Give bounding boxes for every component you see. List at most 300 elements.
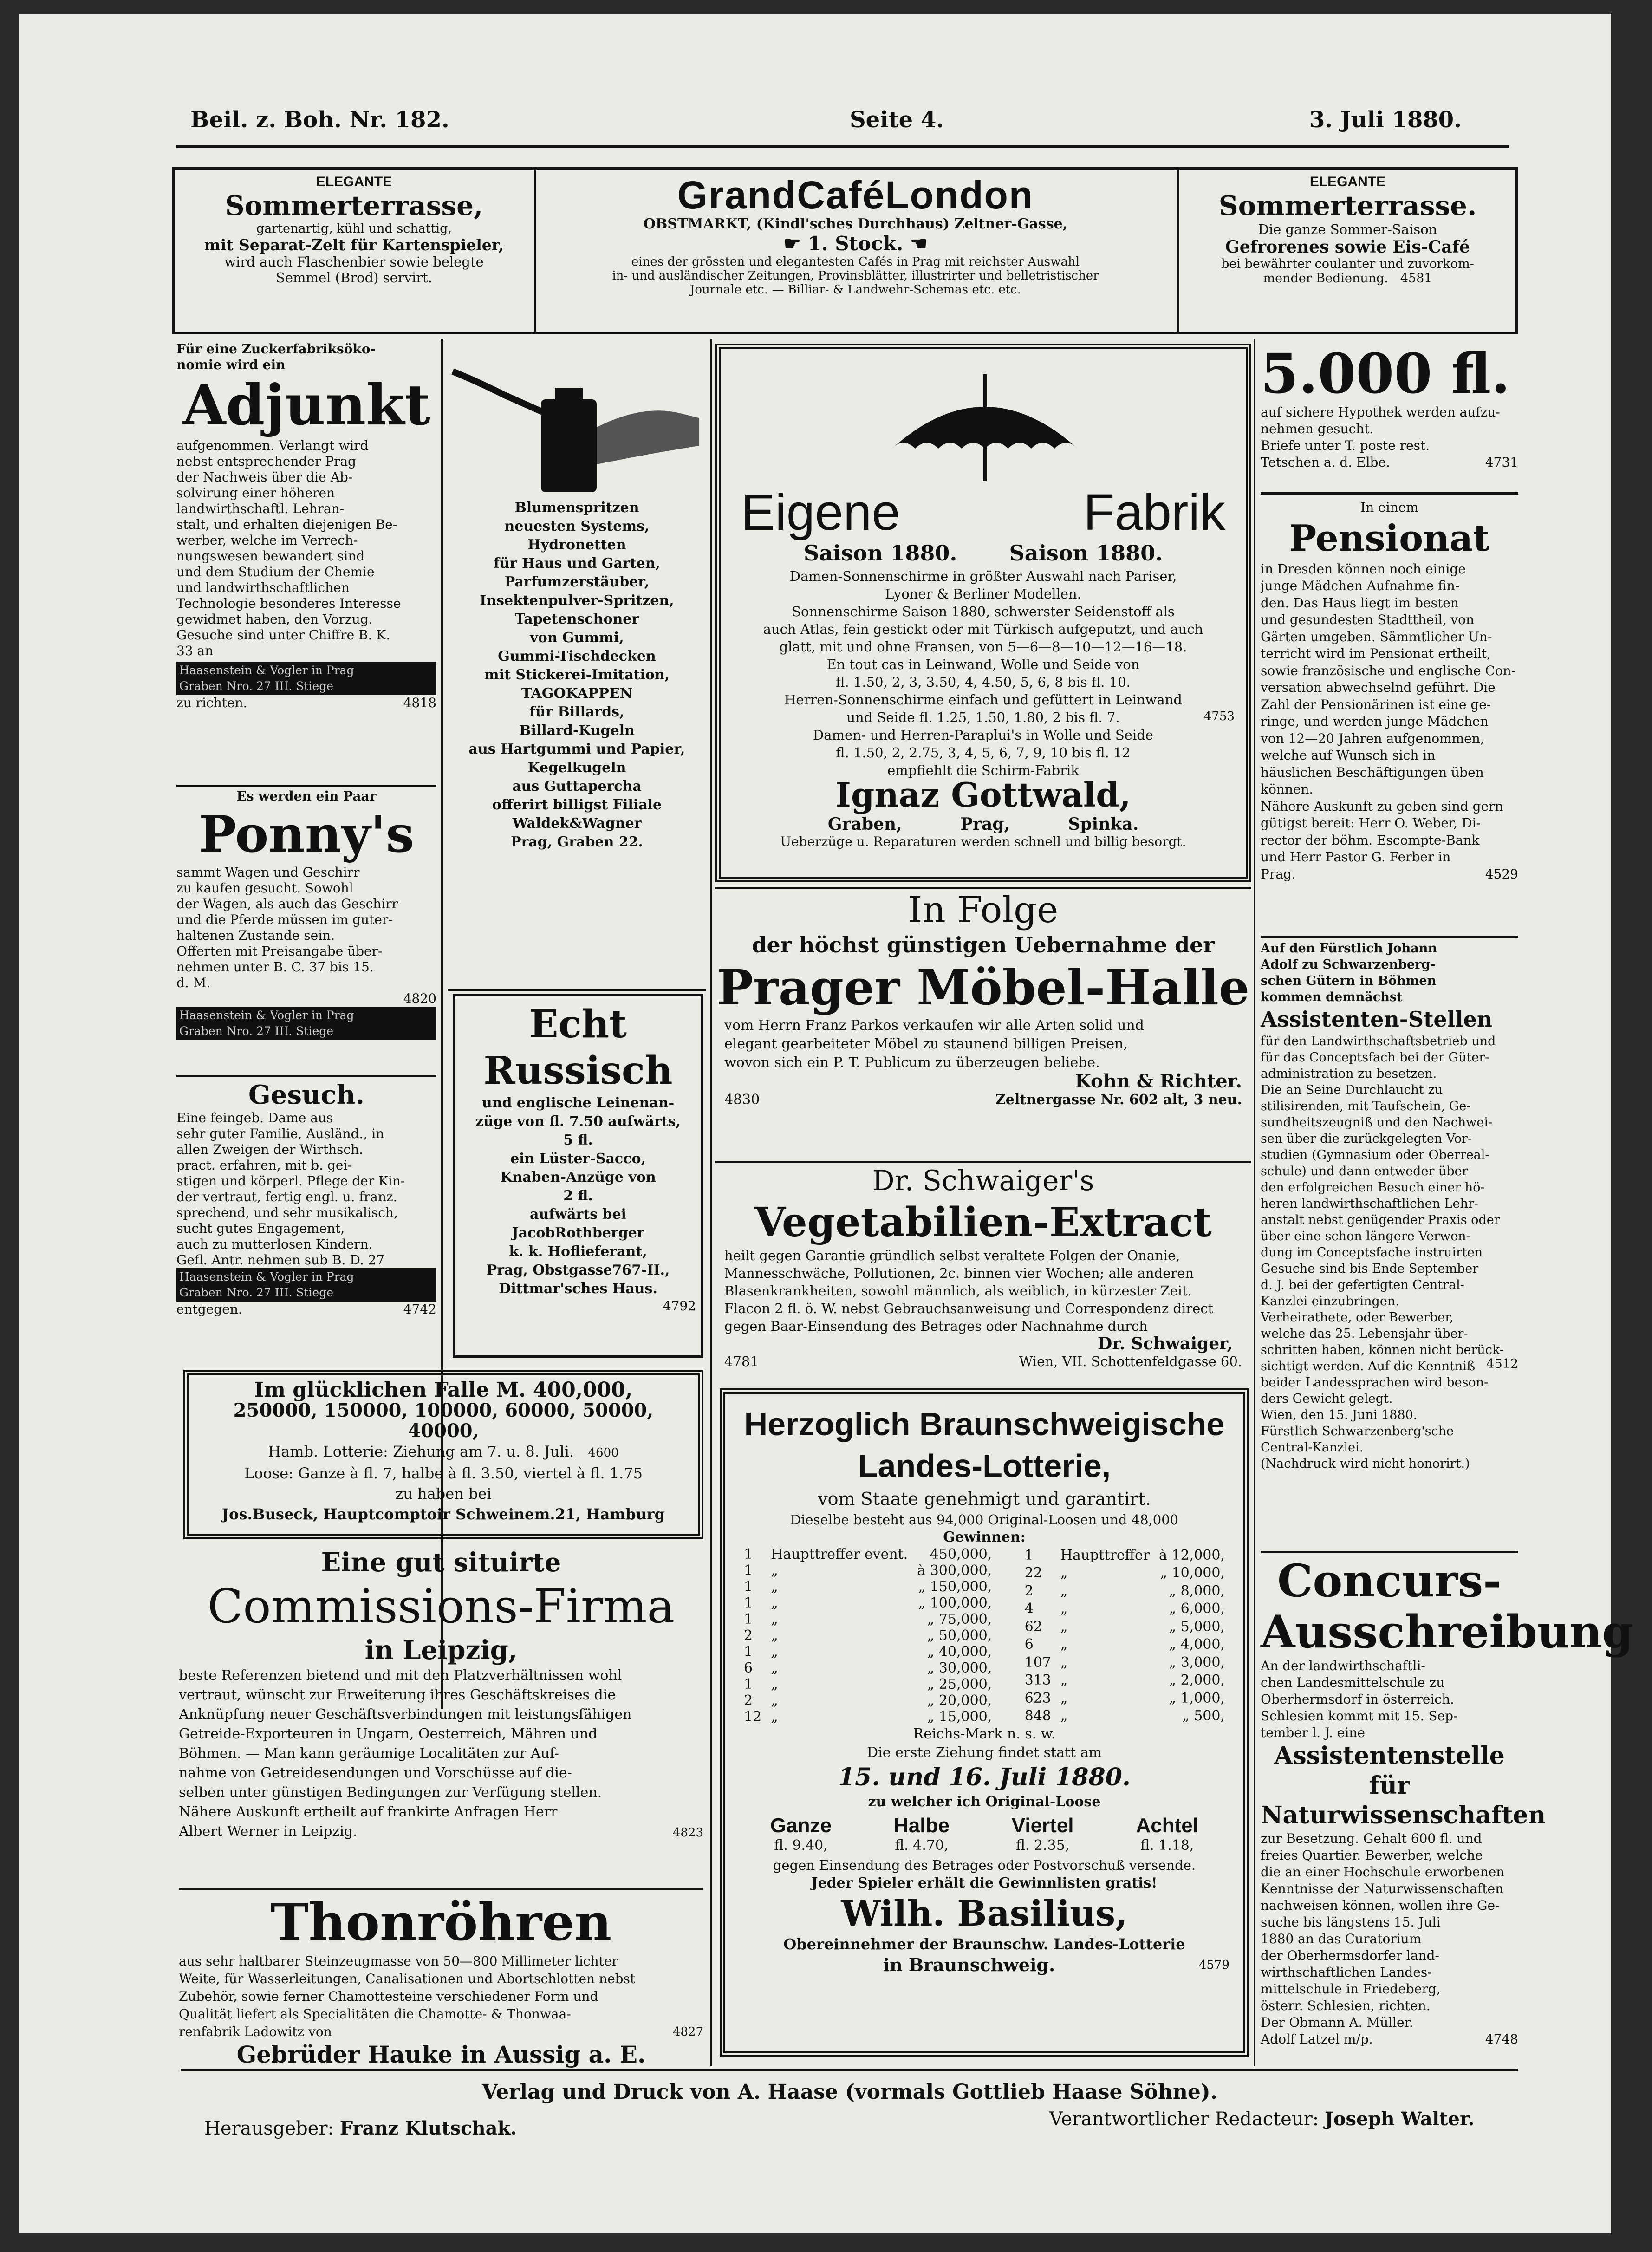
ad-title: Herzoglich Braunschweigische (744, 1406, 1225, 1442)
ad-title: GrandCaféLondon (677, 173, 1034, 217)
ad-adjunkt (176, 341, 436, 711)
text-line: Technologie besonderes Interesse (176, 596, 401, 611)
price-item (1012, 1814, 1074, 1854)
text-line: sprechend, und sehr musikalisch, (176, 1205, 398, 1220)
text-line: studien (Gymnasium oder Oberreal- (1261, 1148, 1489, 1162)
ad-text: zu welcher ich Original-Loose (868, 1794, 1101, 1810)
text-line: TAGOKAPPEN (521, 685, 633, 702)
text-line: für das Conceptsfach bei der Güter- (1261, 1050, 1489, 1065)
text-line: schen Gütern in Böhmen (1261, 974, 1437, 988)
footer-label: Herausgeber: (204, 2118, 334, 2139)
ad-hamburg-lotterie (183, 1370, 703, 1539)
text-line: Gefl. Antr. nehmen sub B. D. 27 (176, 1252, 385, 1268)
ad-vegetabilien-extract (715, 1163, 1251, 1381)
ad-text: der höchst günstigen Uebernahme der (752, 932, 1215, 957)
prize-cell: à 12,000, (1159, 1547, 1225, 1563)
text-line: über eine schon längere Verwen- (1261, 1229, 1470, 1243)
text-line: Schlesien kommt mit 15. Sep- (1261, 1708, 1458, 1724)
text-line: versation abwechselnd geführt. Die (1261, 680, 1496, 695)
ad-firm: Wilh. Basilius, (841, 1893, 1128, 1934)
text-line: wovon sich ein P. T. Publicum zu überzeugen beliebe. (724, 1054, 1100, 1071)
prize-cell: 22 (1024, 1565, 1042, 1582)
ad-assistenten-stellen (1261, 940, 1518, 1471)
prize-row (739, 1546, 996, 1562)
text-line: Dittmar'sches Haus. (499, 1281, 657, 1297)
ad-title: Ponny's (198, 805, 414, 864)
text-line: und landwirthschaftlichen (176, 580, 350, 595)
text-line: und Herr Pastor G. Ferber in (1261, 849, 1451, 865)
text-line: beider Landessprachen wird beson- (1261, 1375, 1489, 1390)
stamp-text: Haasenstein & Vogler in Prag (179, 1009, 354, 1022)
prize-cell: „ 75,000, (927, 1611, 992, 1627)
ad-number: 4600 (588, 1446, 619, 1460)
text-line: Damen- und Herren-Paraplui's in Wolle und Seide (813, 727, 1153, 743)
text-line: suche bis längstens 15. Juli (1261, 1914, 1441, 1930)
prize-cell: „ (771, 1676, 778, 1692)
prize-cell: 1 (1024, 1547, 1034, 1563)
text-line: auch Atlas, fein gestickt oder mit Türkisch aufgeputzt, und auch (763, 621, 1203, 637)
text-line: und gesundesten Stadttheil, von (1261, 612, 1475, 627)
rule (448, 989, 706, 991)
text-line: d. J. bei der gefertigten Central- (1261, 1278, 1464, 1292)
prize-row (739, 1709, 996, 1725)
text-line: sowie französische und englische Con- (1261, 663, 1516, 678)
ad-ponnys (176, 788, 436, 1040)
text-line: k. k. Hoflieferant, (509, 1243, 647, 1260)
ad-text: mit Separat-Zelt für Kartenspieler, (204, 236, 504, 254)
text-line: An der landwirthschaftli- (1261, 1658, 1425, 1673)
price-label: Ganze (770, 1814, 832, 1837)
text-line: den. Das Haus liegt im besten (1261, 595, 1459, 611)
stamp (176, 1268, 436, 1302)
text-line: Fürstlich Schwarzenberg'sche (1261, 1424, 1454, 1438)
stamp (176, 662, 436, 695)
prize-table-left (739, 1546, 996, 1725)
text-line: Weite, für Wasserleitungen, Canalisationen und Abortschlotten nebst (179, 1971, 636, 1986)
text-line: administration zu besetzen. (1261, 1067, 1437, 1081)
text-line: fl. 1.50, 2, 2.75, 3, 4, 5, 6, 7, 9, 10 bis fl. 12 (836, 745, 1131, 761)
text-line: Eine feingeb. Dame aus (176, 1110, 333, 1126)
prize-cell: 623 (1024, 1690, 1051, 1706)
prize-row (739, 1676, 996, 1692)
text-line: Verheirathete, oder Bewerber, (1261, 1310, 1454, 1325)
text-line: Gummi-Tischdecken (498, 648, 656, 664)
prize-cell: 848 (1024, 1708, 1051, 1725)
prize-row (1020, 1672, 1229, 1690)
ad-title: Commissions-Firma (207, 1579, 675, 1634)
text-line: zu kaufen gesucht. Sowohl (176, 880, 353, 896)
ad-title: Vegetabilien-Extract (754, 1199, 1212, 1246)
text-line: der Nachweis über die Ab- (176, 469, 353, 485)
price-item (894, 1814, 950, 1854)
ad-text: nomie wird ein (176, 357, 286, 372)
text-line: die an einer Hochschule erworbenen (1261, 1864, 1505, 1880)
text-line: Tetschen a. d. Elbe. (1261, 455, 1390, 470)
prize-cell: 2 (744, 1627, 753, 1644)
footer-rule (181, 2069, 1518, 2071)
ad-text: vom Staate genehmigt und garantirt. (818, 1489, 1151, 1509)
text-line: Getreide-Exporteuren in Ungarn, Oesterreich, Mähren und (179, 1726, 598, 1742)
text-line: für Billards, (529, 704, 624, 720)
prize-cell: „ 6,000, (1169, 1601, 1225, 1617)
text-line: wirthschaftlichen Landes- (1261, 1965, 1432, 1980)
prize-cell: 1 (744, 1562, 753, 1579)
ad-text: Ueberzüge u. Reparaturen werden schnell und billig besorgt. (780, 834, 1186, 849)
ad-body (732, 567, 1235, 779)
text-line: sucht gutes Engagement, (176, 1221, 345, 1236)
ad-body (1261, 1830, 1518, 2048)
text-line: in Dresden können noch einige (1261, 561, 1466, 577)
ad-address: Wien, VII. Schottenfeldgasse 60. (1019, 1354, 1242, 1369)
ad-number: 4781 (724, 1354, 759, 1369)
text-line: pract. erfahren, mit b. gei- (176, 1158, 352, 1173)
ad-text: entgegen. (176, 1302, 242, 1317)
text-line: Parfumzerstäuber, (504, 574, 650, 590)
text-line: landwirthschaftl. Lehran- (176, 501, 345, 516)
text-line: aufgenommen. Verlangt wird (176, 438, 369, 453)
column-rule (1254, 339, 1255, 2066)
text-line: welche das 25. Lebensjahr über- (1261, 1327, 1468, 1341)
text-line: der vertraut, fertig engl. u. franz. (176, 1189, 397, 1204)
prize-cell: „ (1060, 1690, 1068, 1706)
text-line: Offerten mit Preisangabe über- (176, 944, 383, 959)
ad-blumenspritzen (448, 344, 706, 984)
footer-label: Verantwortlicher Redacteur: (1049, 2109, 1319, 2130)
ad-title: Sommerterrasse. (1218, 190, 1477, 221)
prize-cell: 1 (744, 1611, 753, 1627)
footer-name: Joseph Walter. (1324, 2108, 1475, 2130)
prize-cell: „ (1060, 1565, 1068, 1582)
column-rule (710, 339, 712, 2066)
umbrella-illustration (732, 356, 1238, 481)
ad-title: Fabrik (1083, 484, 1225, 541)
prize-cell: „ (1060, 1582, 1068, 1599)
ad-text: Es werden ein Paar (236, 788, 377, 804)
prize-row (739, 1660, 996, 1676)
text-line: Tapetenschoner (514, 611, 639, 627)
text-line: vom Herrn Franz Parkos verkaufen wir alle Arten solid und (724, 1017, 1144, 1034)
text-line: Gesuche sind bis Ende September (1261, 1262, 1479, 1276)
text-line: heilt gegen Garantie gründlich selbst veraltete Folgen der Onanie, (724, 1248, 1180, 1263)
text-line: junge Mädchen Aufnahme fin- (1261, 578, 1460, 593)
text-line: Damen-Sonnenschirme in größter Auswahl nach Pariser, (789, 568, 1177, 584)
prize-table-right (1020, 1546, 1229, 1725)
prize-cell: 1 (744, 1595, 753, 1611)
text-line: heren landwirthschaftlichen Lehr- (1261, 1197, 1478, 1211)
rule (1261, 1551, 1518, 1553)
text-line: 33 an (176, 643, 214, 658)
ad-text: Jos.Buseck, Hauptcomptoir Schweinem.21, Hamburg (221, 1505, 665, 1523)
text-line: welche auf Wunsch sich in (1261, 748, 1436, 763)
ad-text: Loose: Ganze à fl. 7, halbe à fl. 3.50, viertel à fl. 1.75 (244, 1464, 643, 1482)
text-line: Prag, Graben 22. (510, 834, 644, 850)
price-label: Achtel (1136, 1814, 1198, 1837)
ad-title: Gesuch. (248, 1080, 364, 1110)
text-line: Gärten umgeben. Sämmtlicher Un- (1261, 629, 1492, 644)
prize-cell: „ (1060, 1636, 1068, 1653)
prize-cell: „ 25,000, (927, 1676, 992, 1692)
text-line: stalt, und erhalten diejenigen Be- (176, 517, 397, 532)
prize-cell: „ 30,000, (927, 1660, 992, 1676)
text-line: mit Stickerei-Imitation, (484, 667, 670, 683)
text-line: nehmen gesucht. (1261, 421, 1374, 436)
prize-cell: 450,000, (930, 1546, 992, 1562)
prize-cell: Haupttreffer event. (771, 1546, 908, 1562)
text-line: und englische Leinenan- (481, 1095, 675, 1111)
ad-text: ELEGANTE (316, 174, 392, 189)
prize-row (1020, 1689, 1229, 1707)
stamp-text: Haasenstein & Vogler in Prag (179, 1270, 354, 1283)
ad-number: 4820 (403, 991, 436, 1006)
ad-text (198, 1441, 689, 1463)
stamp-text: Haasenstein & Vogler in Prag (179, 664, 354, 677)
ad-concurs-ausschreibung (1261, 1555, 1633, 2048)
ad-text: Obereinnehmer der Braunschw. Landes-Lotterie (783, 1935, 1185, 1953)
prize-row (739, 1595, 996, 1611)
text-line: der Oberhermsdorfer land- (1261, 1948, 1439, 1963)
ad-gesuch (176, 1080, 436, 1317)
ad-text: gartenartig, kühl und schattig, (256, 221, 452, 236)
pointing-hand-icon: ☛ (783, 232, 808, 255)
text-line: Wien, den 15. Juni 1880. (1261, 1408, 1418, 1422)
prize-cell: „ (771, 1660, 778, 1676)
prize-cell: 12 (744, 1709, 762, 1725)
text-line: Nähere Auskunft zu geben sind gern (1261, 798, 1503, 814)
ad-number: 4581 (1400, 271, 1432, 286)
ad-title: Ausschreibung (1261, 1606, 1633, 1658)
text-line: mittelschule in Friedeberg, (1261, 1981, 1441, 1997)
ad-firm: Kohn & Richter. (1075, 1070, 1242, 1092)
prize-cell: „ 1,000, (1169, 1690, 1225, 1706)
ad-text: Gefrorenes sowie Eis-Café (1225, 237, 1470, 257)
prize-cell: „ (771, 1579, 778, 1595)
text-line: von Gummi, (530, 630, 624, 646)
spray-bottle-illustration (448, 344, 706, 497)
ad-number: 4818 (403, 695, 436, 710)
text-line: aufwärts bei (530, 1206, 626, 1223)
text-line: terricht wird im Pensionat ertheilt, (1261, 646, 1491, 661)
divider (534, 169, 536, 332)
text-line: züge von fl. 7.50 aufwärts, (475, 1113, 681, 1130)
prize-cell: „ 10,000, (1160, 1565, 1225, 1582)
prize-cell: 6 (744, 1660, 753, 1676)
ad-footer (176, 695, 436, 711)
price-label: Halbe (894, 1814, 950, 1837)
text-line: fl. 1.50, 2, 3, 3.50, 4, 4.50, 5, 6, 8 bis fl. 10. (836, 674, 1131, 690)
ad-text: Dr. Schwaiger's (872, 1165, 1094, 1197)
ad-text: Eine gut situirte (321, 1547, 561, 1578)
text-line: glatt, mit und ohne Fransen, von 5—6—8—10—12—16—18. (779, 639, 1187, 655)
stamp-text: Graben Nro. 27 III. Stiege (179, 679, 334, 693)
text-line: vertraut, wünscht zur Erweiterung ihres Geschäftskreises die (179, 1687, 616, 1703)
ad-hypothek (1261, 341, 1518, 471)
text-line: schule) und dann entweder über (1261, 1164, 1468, 1178)
text-line: empfiehlt die Schirm-Fabrik (887, 762, 1079, 778)
text-line: En tout cas in Leinwand, Wolle und Seide von (826, 657, 1140, 672)
text-line: Lyoner & Berliner Modellen. (885, 586, 1081, 602)
text-line: sichtigt werden. Auf die Kenntniß (1261, 1359, 1476, 1373)
text-line: Herren-Sonnenschirme einfach und gefüttert in Leinwand (784, 692, 1182, 708)
text-line: Flacon 2 fl. ö. W. nebst Gebrauchsanweisung und Correspondenz direct (724, 1301, 1214, 1316)
text-line: und Seide fl. 1.25, 1.50, 1.80, 2 bis fl. 7. (846, 709, 1120, 725)
prize-row (1020, 1546, 1229, 1564)
text-line: Adolf Latzel m/p. (1261, 2031, 1373, 2047)
text-line: 5 fl. (563, 1132, 593, 1148)
text-line: schritten haben, können nicht berück- (1261, 1343, 1504, 1357)
prize-cell: 6 (1024, 1636, 1034, 1653)
text-line: renfabrik Ladowitz von (179, 2024, 332, 2039)
prize-cell: „ (1060, 1601, 1068, 1617)
ad-pensionat (1261, 499, 1518, 883)
text-line: selben unter günstigen Bedingungen zur Verfügung stellen. (179, 1784, 602, 1801)
text-line: Waldek&Wagner (512, 815, 642, 832)
prize-cell: 4 (1024, 1601, 1034, 1617)
ad-body (715, 1016, 1251, 1072)
text-line: sammt Wagen und Geschirr (176, 865, 360, 880)
text-line: ringe, und werden junge Mädchen (1261, 714, 1489, 729)
prize-cell: „ 2,000, (1169, 1672, 1225, 1689)
ad-text: Semmel (Brod) servirt. (275, 270, 433, 286)
prize-row (1020, 1582, 1229, 1600)
text-line: und die Pferde müssen im guter- (176, 912, 393, 927)
price-value: fl. 9.40, (774, 1837, 828, 1854)
header-rule (176, 145, 1509, 148)
ad-text: Dieselbe besteht aus 94,000 Original-Loosen und 48,000 (790, 1512, 1179, 1528)
header-date: 3. Juli 1880. (1309, 107, 1462, 133)
text-line: ders Gewicht gelegt. (1261, 1392, 1393, 1406)
ad-subtitle: Assistentenstelle für (1274, 1742, 1505, 1800)
ad-text: Gewinnen: (943, 1529, 1026, 1545)
prize-cell: „ 8,000, (1169, 1582, 1225, 1599)
ad-body (1261, 1033, 1518, 1472)
prize-cell: „ 150,000, (918, 1579, 992, 1595)
ad-text (1182, 271, 1514, 286)
text-line: 1880 an das Curatorium (1261, 1931, 1422, 1946)
ad-text: In Folge (908, 889, 1059, 931)
text-line: beste Referenzen bietend und mit den Platzverhältnissen wohl (179, 1667, 622, 1684)
ad-number: 4579 (1198, 1958, 1229, 1972)
prize-cell: „ (771, 1611, 778, 1627)
text-line: nebst entsprechender Prag (176, 454, 357, 469)
text-line: Kanzlei einzubringen. (1261, 1294, 1399, 1308)
prize-cell: Haupttreffer (1060, 1547, 1150, 1563)
ad-number: 4529 (1485, 866, 1518, 882)
prize-cell: „ (771, 1709, 778, 1725)
price-label: Viertel (1011, 1814, 1074, 1837)
text-line: Albert Werner in Leipzig. (179, 1823, 358, 1840)
prize-cell: „ 100,000, (918, 1595, 992, 1611)
price-value: fl. 1.18, (1140, 1837, 1194, 1854)
footer-name: Franz Klutschak. (339, 2117, 517, 2139)
text-line: österr. Schlesien, richten. (1261, 1998, 1431, 2013)
text-line: dung im Conceptsfache instruirten (1261, 1245, 1483, 1260)
text-line: Qualität liefert als Specialitäten die Chamotte- & Thonwaa- (179, 2006, 571, 2022)
ad-title: Assistenten-Stellen (1261, 1007, 1493, 1032)
header-issue: Beil. z. Boh. Nr. 182. (190, 107, 449, 133)
ad-number: 4731 (1485, 455, 1518, 470)
ad-text: Jeder Spieler erhält die Gewinnlisten gratis! (811, 1875, 1158, 1891)
ad-number: 4827 (672, 2025, 703, 2039)
text-line: zur Besetzung. Gehalt 600 fl. und (1261, 1831, 1482, 1846)
ad-footer (176, 1302, 436, 1317)
ad-signature: Dr. Schwaiger, (1098, 1334, 1233, 1354)
ad-title: Landes-Lotterie, (858, 1448, 1111, 1484)
ad-thonroehren (179, 1892, 703, 2069)
ad-braunschweig-lotterie (720, 1388, 1249, 2057)
price-list (739, 1814, 1229, 1854)
footer-publisher: Verlag und Druck von A. Haase (vormals Gottlieb Haase Söhne). (481, 2080, 1218, 2104)
text-line: nungswesen bewandert sind (176, 548, 365, 564)
prize-cell: à 300,000, (917, 1562, 992, 1579)
ad-body (1261, 1658, 1518, 1741)
text-line: Prag, Obstgasse767-II., (486, 1262, 670, 1278)
ad-body (460, 1094, 696, 1298)
ad-title: Sommerterrasse, (225, 190, 483, 221)
ad-firm: Gebrüder Hauke in Aussig a. E. (236, 2041, 646, 2068)
ad-text: Für eine Zuckerfabriksöko- (176, 341, 376, 357)
ad-title: Echt Russisch (483, 1002, 673, 1093)
text-line: rector der böhm. Escompte-Bank (1261, 832, 1480, 848)
ad-title: Concurs- (1277, 1555, 1502, 1607)
rule (1261, 936, 1518, 938)
text-line: chen Landesmittelschule zu (1261, 1675, 1445, 1690)
ad-number: 4742 (403, 1302, 436, 1317)
text-line: für Haus und Garten, (493, 555, 660, 572)
ad-text (739, 1954, 1229, 1976)
ad-body (448, 499, 706, 852)
text-line: sehr guter Familie, Ausländ., in (176, 1126, 384, 1141)
prize-cell: „ (1060, 1618, 1068, 1635)
text-line: sundheitszeugniß und den Nachwei- (1261, 1115, 1493, 1130)
ad-number: 4823 (672, 1826, 703, 1840)
prize-cell: „ (771, 1595, 778, 1611)
prize-cell: „ (1060, 1654, 1068, 1671)
text-line: von 12—20 Jahren aufgenommen, (1261, 730, 1484, 746)
ad-text: gegen Einsendung des Betrages oder Postvorschuß versende. (773, 1857, 1196, 1873)
ad-body (176, 438, 436, 659)
text-line: gütigst bereit: Herr O. Weber, Di- (1261, 815, 1481, 831)
prize-row (739, 1692, 996, 1709)
text-line: kommen demnächst (1261, 990, 1403, 1004)
ad-text: 250000, 150000, 100000, 60000, 50000, 40000, (233, 1399, 654, 1442)
prize-row (739, 1579, 996, 1595)
text-line: aus Hartgummi und Papier, (468, 741, 685, 757)
ad-text: Hamb. Lotterie: Ziehung am 7. u. 8. Juli. (268, 1443, 574, 1460)
text-line: Nähere Auskunft ertheilt auf frankirte Anfragen Herr (179, 1804, 558, 1820)
prize-row (1020, 1564, 1229, 1582)
footer-editor (204, 2117, 517, 2139)
ad-text: ELEGANTE (1309, 174, 1386, 189)
text-line: Sonnenschirme Saison 1880, schwerster Seidenstoff als (792, 604, 1175, 619)
prize-row (739, 1611, 996, 1627)
text-line: Mannesschwäche, Pollutionen, 2c. binnen vier Wochen; alle anderen (724, 1265, 1194, 1281)
text-line: und dem Studium der Chemie (176, 564, 375, 579)
price-item (770, 1814, 832, 1854)
text-line: Kegelkugeln (527, 760, 626, 776)
text-line: werber, welche im Verrech- (176, 533, 358, 548)
ad-floor: 1. Stock. (807, 232, 904, 255)
ad-text: Die erste Ziehung findet statt am (867, 1744, 1102, 1761)
ad-footer (715, 1091, 1251, 1109)
text-line: nachweisen können, wollen ihre Ge- (1261, 1898, 1500, 1913)
prize-cell: 313 (1024, 1672, 1051, 1689)
ad-number: 4792 (663, 1298, 696, 1314)
ad-text: zu richten. (176, 695, 247, 710)
prize-cell: 2 (744, 1692, 753, 1709)
text-line: Kenntnisse der Naturwissenschaften (1261, 1881, 1504, 1896)
text-line: elegant gearbeiteter Möbel zu staunend billigen Preisen, (724, 1036, 1128, 1052)
text-line: JacobRothberger (512, 1225, 644, 1241)
